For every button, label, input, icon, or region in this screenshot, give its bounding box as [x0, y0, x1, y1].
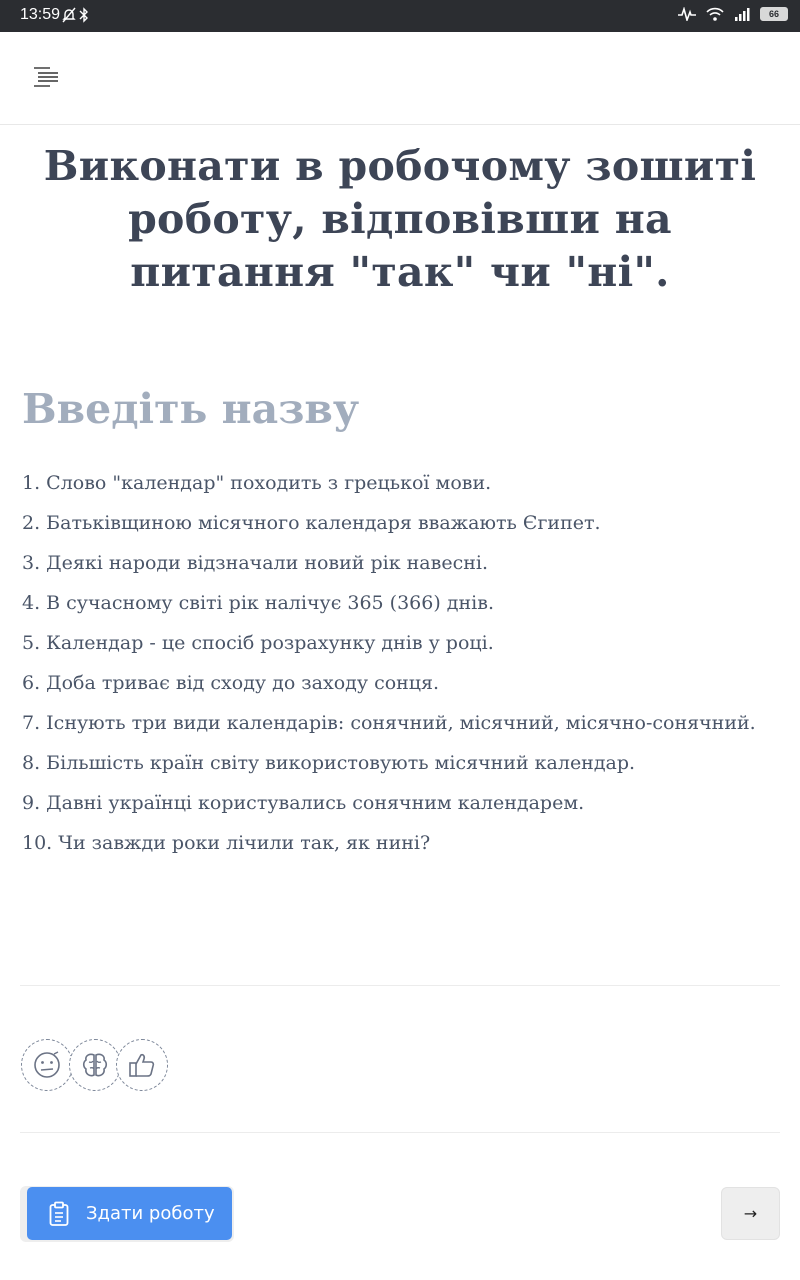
header-divider [0, 124, 800, 125]
content-divider [20, 985, 780, 986]
reaction-group [21, 1039, 181, 1093]
next-arrow-icon: → [743, 1204, 758, 1223]
question-item: 2. Батьківщиною місячного календаря вважають Єгипет. [22, 512, 601, 534]
next-button[interactable] [721, 1187, 780, 1240]
question-item: 5. Календар - це спосіб розрахунку днів у році. [22, 632, 494, 654]
status-time: 13:59 [20, 6, 61, 23]
confused-face-icon [32, 1050, 62, 1080]
brain-icon [80, 1050, 110, 1080]
menu-lines-icon [30, 64, 60, 92]
signal-icon [734, 7, 750, 21]
status-right-icons [678, 7, 788, 21]
muted-notification-icon [62, 7, 76, 23]
bluetooth-icon [79, 7, 89, 23]
status-left-icons [62, 7, 89, 23]
submit-button[interactable] [27, 1187, 232, 1240]
status-bar [0, 0, 800, 32]
question-item: 6. Доба триває від сходу до заходу сонця. [22, 672, 440, 694]
question-item: 3. Деякі народи відзначали новий рік навесні. [22, 552, 488, 574]
page-title: Виконати в робочому зошиті роботу, відповівши на питання "так" чи "ні". [43, 142, 757, 296]
thumbs-up-icon [127, 1050, 157, 1080]
reactions-divider [20, 1132, 780, 1133]
question-list [22, 463, 778, 863]
submit-button-label: Здати роботу [86, 1203, 215, 1224]
reaction-like-button[interactable] [116, 1039, 168, 1091]
question-item: 10. Чи завжди роки лічили так, як нині? [22, 832, 431, 854]
reaction-brain-button[interactable] [69, 1039, 121, 1091]
activity-icon [678, 7, 696, 21]
battery-icon: 66 [760, 7, 788, 21]
question-item: 8. Більшість країн світу використовують місячний календар. [22, 752, 636, 774]
menu-button[interactable] [30, 64, 60, 92]
question-item: 9. Давні українці користувались сонячним календарем. [22, 792, 585, 814]
question-item: 4. В сучасному світі рік налічує 365 (366) днів. [22, 592, 494, 614]
clipboard-icon [48, 1201, 70, 1227]
reaction-confused-button[interactable] [21, 1039, 73, 1091]
name-input-placeholder[interactable]: Введіть назву [22, 385, 360, 433]
question-item: 1. Слово "календар" походить з грецької мови. [22, 472, 492, 494]
question-item: 7. Існують три види календарів: сонячний, місячний, місячно-сонячний. [22, 712, 756, 734]
wifi-icon [706, 7, 724, 21]
